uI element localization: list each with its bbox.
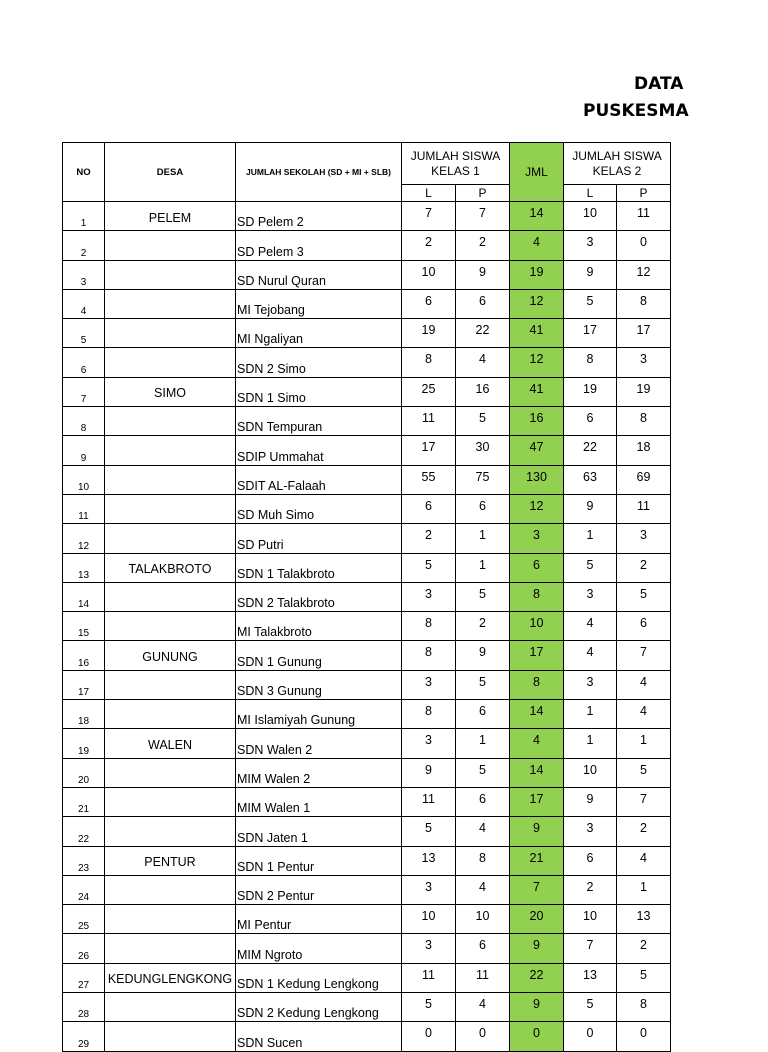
title-line-2: PUSKESMA [583, 101, 689, 121]
header-desa: DESA [105, 143, 236, 202]
kelas2-p-value: 3 [617, 524, 671, 553]
school-name: SDIT AL-Falaah [236, 465, 402, 494]
row-number: 27 [63, 963, 105, 992]
row-number: 5 [63, 319, 105, 348]
row-number: 18 [63, 700, 105, 729]
kelas1-l-value: 11 [402, 963, 456, 992]
kelas2-l-value: 7 [564, 934, 617, 963]
kelas1-l-value: 7 [402, 202, 456, 231]
table-row [63, 260, 671, 289]
jml-value: 16 [510, 407, 564, 436]
table-row [63, 582, 671, 611]
kelas1-l-value: 5 [402, 817, 456, 846]
kelas1-p-value: 75 [456, 465, 510, 494]
kelas2-p-value: 0 [617, 1022, 671, 1051]
jml-value: 9 [510, 934, 564, 963]
kelas2-p-value: 4 [617, 670, 671, 699]
kelas1-p-value: 5 [456, 407, 510, 436]
kelas2-p-value: 2 [617, 934, 671, 963]
desa-cell [105, 993, 236, 1022]
kelas2-l-value: 3 [564, 670, 617, 699]
school-name: SD Putri [236, 524, 402, 553]
kelas1-p-value: 9 [456, 260, 510, 289]
kelas2-p-value: 8 [617, 289, 671, 318]
row-number: 26 [63, 934, 105, 963]
title-line-1: DATA [634, 74, 684, 94]
table-row [63, 319, 671, 348]
row-number: 6 [63, 348, 105, 377]
kelas2-p-value: 5 [617, 758, 671, 787]
table-row [63, 641, 671, 670]
table-row [63, 524, 671, 553]
table-row [63, 700, 671, 729]
row-number: 14 [63, 582, 105, 611]
jml-value: 8 [510, 582, 564, 611]
row-number: 1 [63, 202, 105, 231]
desa-cell [105, 436, 236, 465]
kelas1-l-value: 3 [402, 729, 456, 758]
kelas1-p-value: 2 [456, 612, 510, 641]
jml-value: 3 [510, 524, 564, 553]
desa-cell [105, 289, 236, 318]
table-row [63, 817, 671, 846]
kelas1-p-value: 4 [456, 348, 510, 377]
school-name: SDN 3 Gunung [236, 670, 402, 699]
school-name: SDN 1 Talakbroto [236, 553, 402, 582]
jml-value: 41 [510, 377, 564, 406]
school-name: SDN 2 Pentur [236, 875, 402, 904]
row-number: 17 [63, 670, 105, 699]
desa-cell: SIMO [105, 377, 236, 406]
jml-value: 6 [510, 553, 564, 582]
school-name: SD Nurul Quran [236, 260, 402, 289]
jml-value: 14 [510, 758, 564, 787]
jml-value: 0 [510, 1022, 564, 1051]
jml-value: 14 [510, 202, 564, 231]
kelas1-l-value: 19 [402, 319, 456, 348]
kelas1-p-value: 16 [456, 377, 510, 406]
school-name: SD Muh Simo [236, 494, 402, 523]
kelas2-l-value: 4 [564, 612, 617, 641]
kelas2-p-value: 17 [617, 319, 671, 348]
desa-cell [105, 524, 236, 553]
desa-cell [105, 905, 236, 934]
school-name: SDN 2 Simo [236, 348, 402, 377]
jml-value: 19 [510, 260, 564, 289]
table-row [63, 202, 671, 231]
kelas2-p-value: 5 [617, 582, 671, 611]
kelas1-p-value: 6 [456, 700, 510, 729]
kelas2-p-value: 13 [617, 905, 671, 934]
row-number: 24 [63, 875, 105, 904]
kelas2-l-value: 13 [564, 963, 617, 992]
kelas2-l-value: 6 [564, 846, 617, 875]
school-name: MI Talakbroto [236, 612, 402, 641]
table-row [63, 963, 671, 992]
kelas2-l-value: 6 [564, 407, 617, 436]
row-number: 7 [63, 377, 105, 406]
row-number: 19 [63, 729, 105, 758]
table-row [63, 377, 671, 406]
desa-cell [105, 231, 236, 260]
kelas1-l-value: 6 [402, 289, 456, 318]
desa-cell: TALAKBROTO [105, 553, 236, 582]
kelas2-p-value: 19 [617, 377, 671, 406]
kelas2-l-value: 10 [564, 905, 617, 934]
kelas2-l-value: 22 [564, 436, 617, 465]
jml-value: 8 [510, 670, 564, 699]
row-number: 8 [63, 407, 105, 436]
row-number: 23 [63, 846, 105, 875]
desa-cell [105, 1022, 236, 1051]
kelas2-l-value: 1 [564, 524, 617, 553]
kelas1-l-value: 8 [402, 641, 456, 670]
kelas1-p-value: 5 [456, 670, 510, 699]
school-name: SDN 1 Simo [236, 377, 402, 406]
kelas2-l-value: 9 [564, 787, 617, 816]
row-number: 12 [63, 524, 105, 553]
kelas2-p-value: 1 [617, 729, 671, 758]
table-row [63, 846, 671, 875]
kelas1-p-value: 30 [456, 436, 510, 465]
kelas1-l-value: 5 [402, 553, 456, 582]
kelas2-p-value: 3 [617, 348, 671, 377]
kelas1-p-value: 5 [456, 758, 510, 787]
jml-value: 22 [510, 963, 564, 992]
kelas1-l-value: 2 [402, 231, 456, 260]
kelas1-l-value: 17 [402, 436, 456, 465]
kelas1-p-value: 7 [456, 202, 510, 231]
kelas2-p-value: 69 [617, 465, 671, 494]
kelas1-l-value: 6 [402, 494, 456, 523]
header-jml: JML [510, 143, 564, 202]
header-kelas-1: JUMLAH SISWA KELAS 1 [402, 143, 510, 185]
school-name: SD Pelem 2 [236, 202, 402, 231]
kelas1-l-value: 25 [402, 377, 456, 406]
table-body [63, 202, 671, 1052]
jml-value: 12 [510, 494, 564, 523]
row-number: 20 [63, 758, 105, 787]
kelas1-l-value: 13 [402, 846, 456, 875]
table-row [63, 787, 671, 816]
kelas1-l-value: 8 [402, 348, 456, 377]
jml-value: 12 [510, 289, 564, 318]
desa-cell [105, 934, 236, 963]
table-row [63, 465, 671, 494]
table-row [63, 553, 671, 582]
kelas1-l-value: 8 [402, 700, 456, 729]
jml-value: 17 [510, 641, 564, 670]
school-name: SDN 1 Gunung [236, 641, 402, 670]
kelas1-l-value: 3 [402, 934, 456, 963]
school-name: SDN Walen 2 [236, 729, 402, 758]
kelas2-p-value: 2 [617, 553, 671, 582]
header-jumlah-sekolah: JUMLAH SEKOLAH (SD + MI + SLB) [236, 143, 402, 202]
kelas1-l-value: 5 [402, 993, 456, 1022]
kelas1-p-value: 5 [456, 582, 510, 611]
kelas1-p-value: 9 [456, 641, 510, 670]
kelas1-p-value: 0 [456, 1022, 510, 1051]
table-row [63, 289, 671, 318]
table-row [63, 436, 671, 465]
kelas2-p-value: 6 [617, 612, 671, 641]
kelas2-p-value: 8 [617, 407, 671, 436]
kelas2-l-value: 2 [564, 875, 617, 904]
row-number: 21 [63, 787, 105, 816]
school-name: MIM Walen 1 [236, 787, 402, 816]
school-name: SDN 2 Kedung Lengkong [236, 993, 402, 1022]
school-name: MI Pentur [236, 905, 402, 934]
row-number: 13 [63, 553, 105, 582]
table-row [63, 934, 671, 963]
kelas2-l-value: 19 [564, 377, 617, 406]
kelas1-l-value: 3 [402, 670, 456, 699]
jml-value: 14 [510, 700, 564, 729]
kelas2-p-value: 5 [617, 963, 671, 992]
kelas2-l-value: 3 [564, 817, 617, 846]
school-name: SDN 1 Kedung Lengkong [236, 963, 402, 992]
kelas2-l-value: 63 [564, 465, 617, 494]
kelas2-p-value: 12 [617, 260, 671, 289]
row-number: 25 [63, 905, 105, 934]
kelas1-p-value: 6 [456, 934, 510, 963]
kelas2-p-value: 8 [617, 993, 671, 1022]
school-name: MI Tejobang [236, 289, 402, 318]
table-row [63, 875, 671, 904]
kelas2-l-value: 10 [564, 758, 617, 787]
header-kelas-2: JUMLAH SISWA KELAS 2 [564, 143, 671, 185]
desa-cell [105, 875, 236, 904]
kelas1-l-value: 3 [402, 875, 456, 904]
desa-cell: PELEM [105, 202, 236, 231]
kelas1-l-value: 10 [402, 260, 456, 289]
table-row [63, 729, 671, 758]
kelas2-l-value: 8 [564, 348, 617, 377]
kelas2-l-value: 1 [564, 700, 617, 729]
header-no: NO [63, 143, 105, 202]
kelas2-l-value: 9 [564, 494, 617, 523]
jml-value: 17 [510, 787, 564, 816]
jml-value: 41 [510, 319, 564, 348]
kelas2-l-value: 3 [564, 582, 617, 611]
kelas1-p-value: 10 [456, 905, 510, 934]
school-name: SDN Tempuran [236, 407, 402, 436]
kelas1-l-value: 11 [402, 787, 456, 816]
desa-cell [105, 494, 236, 523]
table-row [63, 407, 671, 436]
school-name: MI Ngaliyan [236, 319, 402, 348]
kelas2-p-value: 11 [617, 202, 671, 231]
table-row [63, 670, 671, 699]
kelas1-p-value: 6 [456, 289, 510, 318]
header-kelas-2-p: P [617, 185, 671, 202]
kelas1-p-value: 4 [456, 875, 510, 904]
table-row [63, 612, 671, 641]
desa-cell [105, 260, 236, 289]
kelas1-p-value: 6 [456, 787, 510, 816]
row-number: 3 [63, 260, 105, 289]
kelas2-p-value: 11 [617, 494, 671, 523]
kelas1-p-value: 1 [456, 553, 510, 582]
kelas2-p-value: 4 [617, 700, 671, 729]
table-row [63, 1022, 671, 1051]
kelas1-p-value: 4 [456, 993, 510, 1022]
desa-cell [105, 612, 236, 641]
table-row [63, 993, 671, 1022]
jml-value: 20 [510, 905, 564, 934]
kelas2-l-value: 0 [564, 1022, 617, 1051]
kelas2-p-value: 4 [617, 846, 671, 875]
desa-cell [105, 758, 236, 787]
desa-cell: GUNUNG [105, 641, 236, 670]
kelas1-l-value: 11 [402, 407, 456, 436]
jml-value: 9 [510, 817, 564, 846]
row-number: 15 [63, 612, 105, 641]
jml-value: 47 [510, 436, 564, 465]
table-row [63, 348, 671, 377]
row-number: 16 [63, 641, 105, 670]
desa-cell [105, 348, 236, 377]
jml-value: 130 [510, 465, 564, 494]
row-number: 2 [63, 231, 105, 260]
kelas2-l-value: 3 [564, 231, 617, 260]
kelas1-p-value: 8 [456, 846, 510, 875]
row-number: 28 [63, 993, 105, 1022]
school-name: SD Pelem 3 [236, 231, 402, 260]
table-row [63, 494, 671, 523]
desa-cell: KEDUNGLENGKONG [105, 963, 236, 992]
desa-cell [105, 700, 236, 729]
kelas1-l-value: 0 [402, 1022, 456, 1051]
kelas1-p-value: 4 [456, 817, 510, 846]
kelas2-p-value: 18 [617, 436, 671, 465]
school-name: MIM Ngroto [236, 934, 402, 963]
row-number: 10 [63, 465, 105, 494]
desa-cell [105, 787, 236, 816]
kelas1-p-value: 22 [456, 319, 510, 348]
desa-cell [105, 582, 236, 611]
kelas2-p-value: 0 [617, 231, 671, 260]
kelas2-l-value: 9 [564, 260, 617, 289]
kelas1-l-value: 2 [402, 524, 456, 553]
desa-cell [105, 407, 236, 436]
jml-value: 4 [510, 729, 564, 758]
school-name: SDN 1 Pentur [236, 846, 402, 875]
desa-cell [105, 670, 236, 699]
kelas1-l-value: 55 [402, 465, 456, 494]
school-name: SDN Jaten 1 [236, 817, 402, 846]
kelas1-p-value: 6 [456, 494, 510, 523]
kelas1-l-value: 9 [402, 758, 456, 787]
desa-cell: PENTUR [105, 846, 236, 875]
header-kelas-2-l: L [564, 185, 617, 202]
kelas2-l-value: 4 [564, 641, 617, 670]
desa-cell [105, 465, 236, 494]
kelas2-p-value: 7 [617, 787, 671, 816]
jml-value: 7 [510, 875, 564, 904]
kelas2-p-value: 1 [617, 875, 671, 904]
school-name: SDIP Ummahat [236, 436, 402, 465]
kelas1-p-value: 1 [456, 729, 510, 758]
desa-cell [105, 817, 236, 846]
school-name: SDN 2 Talakbroto [236, 582, 402, 611]
kelas1-p-value: 2 [456, 231, 510, 260]
kelas2-p-value: 2 [617, 817, 671, 846]
kelas2-l-value: 10 [564, 202, 617, 231]
table-row [63, 231, 671, 260]
school-name: SDN Sucen [236, 1022, 402, 1051]
row-number: 11 [63, 494, 105, 523]
kelas2-l-value: 1 [564, 729, 617, 758]
desa-cell: WALEN [105, 729, 236, 758]
kelas2-l-value: 5 [564, 289, 617, 318]
row-number: 29 [63, 1022, 105, 1051]
row-number: 4 [63, 289, 105, 318]
school-name: MI Islamiyah Gunung [236, 700, 402, 729]
header-kelas-1-p: P [456, 185, 510, 202]
school-name: MIM Walen 2 [236, 758, 402, 787]
kelas1-l-value: 10 [402, 905, 456, 934]
desa-cell [105, 319, 236, 348]
jml-value: 10 [510, 612, 564, 641]
table-row [63, 905, 671, 934]
kelas1-p-value: 1 [456, 524, 510, 553]
jml-value: 4 [510, 231, 564, 260]
jml-value: 21 [510, 846, 564, 875]
kelas2-p-value: 7 [617, 641, 671, 670]
table-row [63, 758, 671, 787]
row-number: 22 [63, 817, 105, 846]
kelas1-l-value: 3 [402, 582, 456, 611]
header-kelas-1-l: L [402, 185, 456, 202]
kelas2-l-value: 5 [564, 993, 617, 1022]
kelas1-p-value: 11 [456, 963, 510, 992]
student-data-table [62, 142, 671, 1052]
jml-value: 12 [510, 348, 564, 377]
kelas1-l-value: 8 [402, 612, 456, 641]
kelas2-l-value: 5 [564, 553, 617, 582]
jml-value: 9 [510, 993, 564, 1022]
row-number: 9 [63, 436, 105, 465]
kelas2-l-value: 17 [564, 319, 617, 348]
